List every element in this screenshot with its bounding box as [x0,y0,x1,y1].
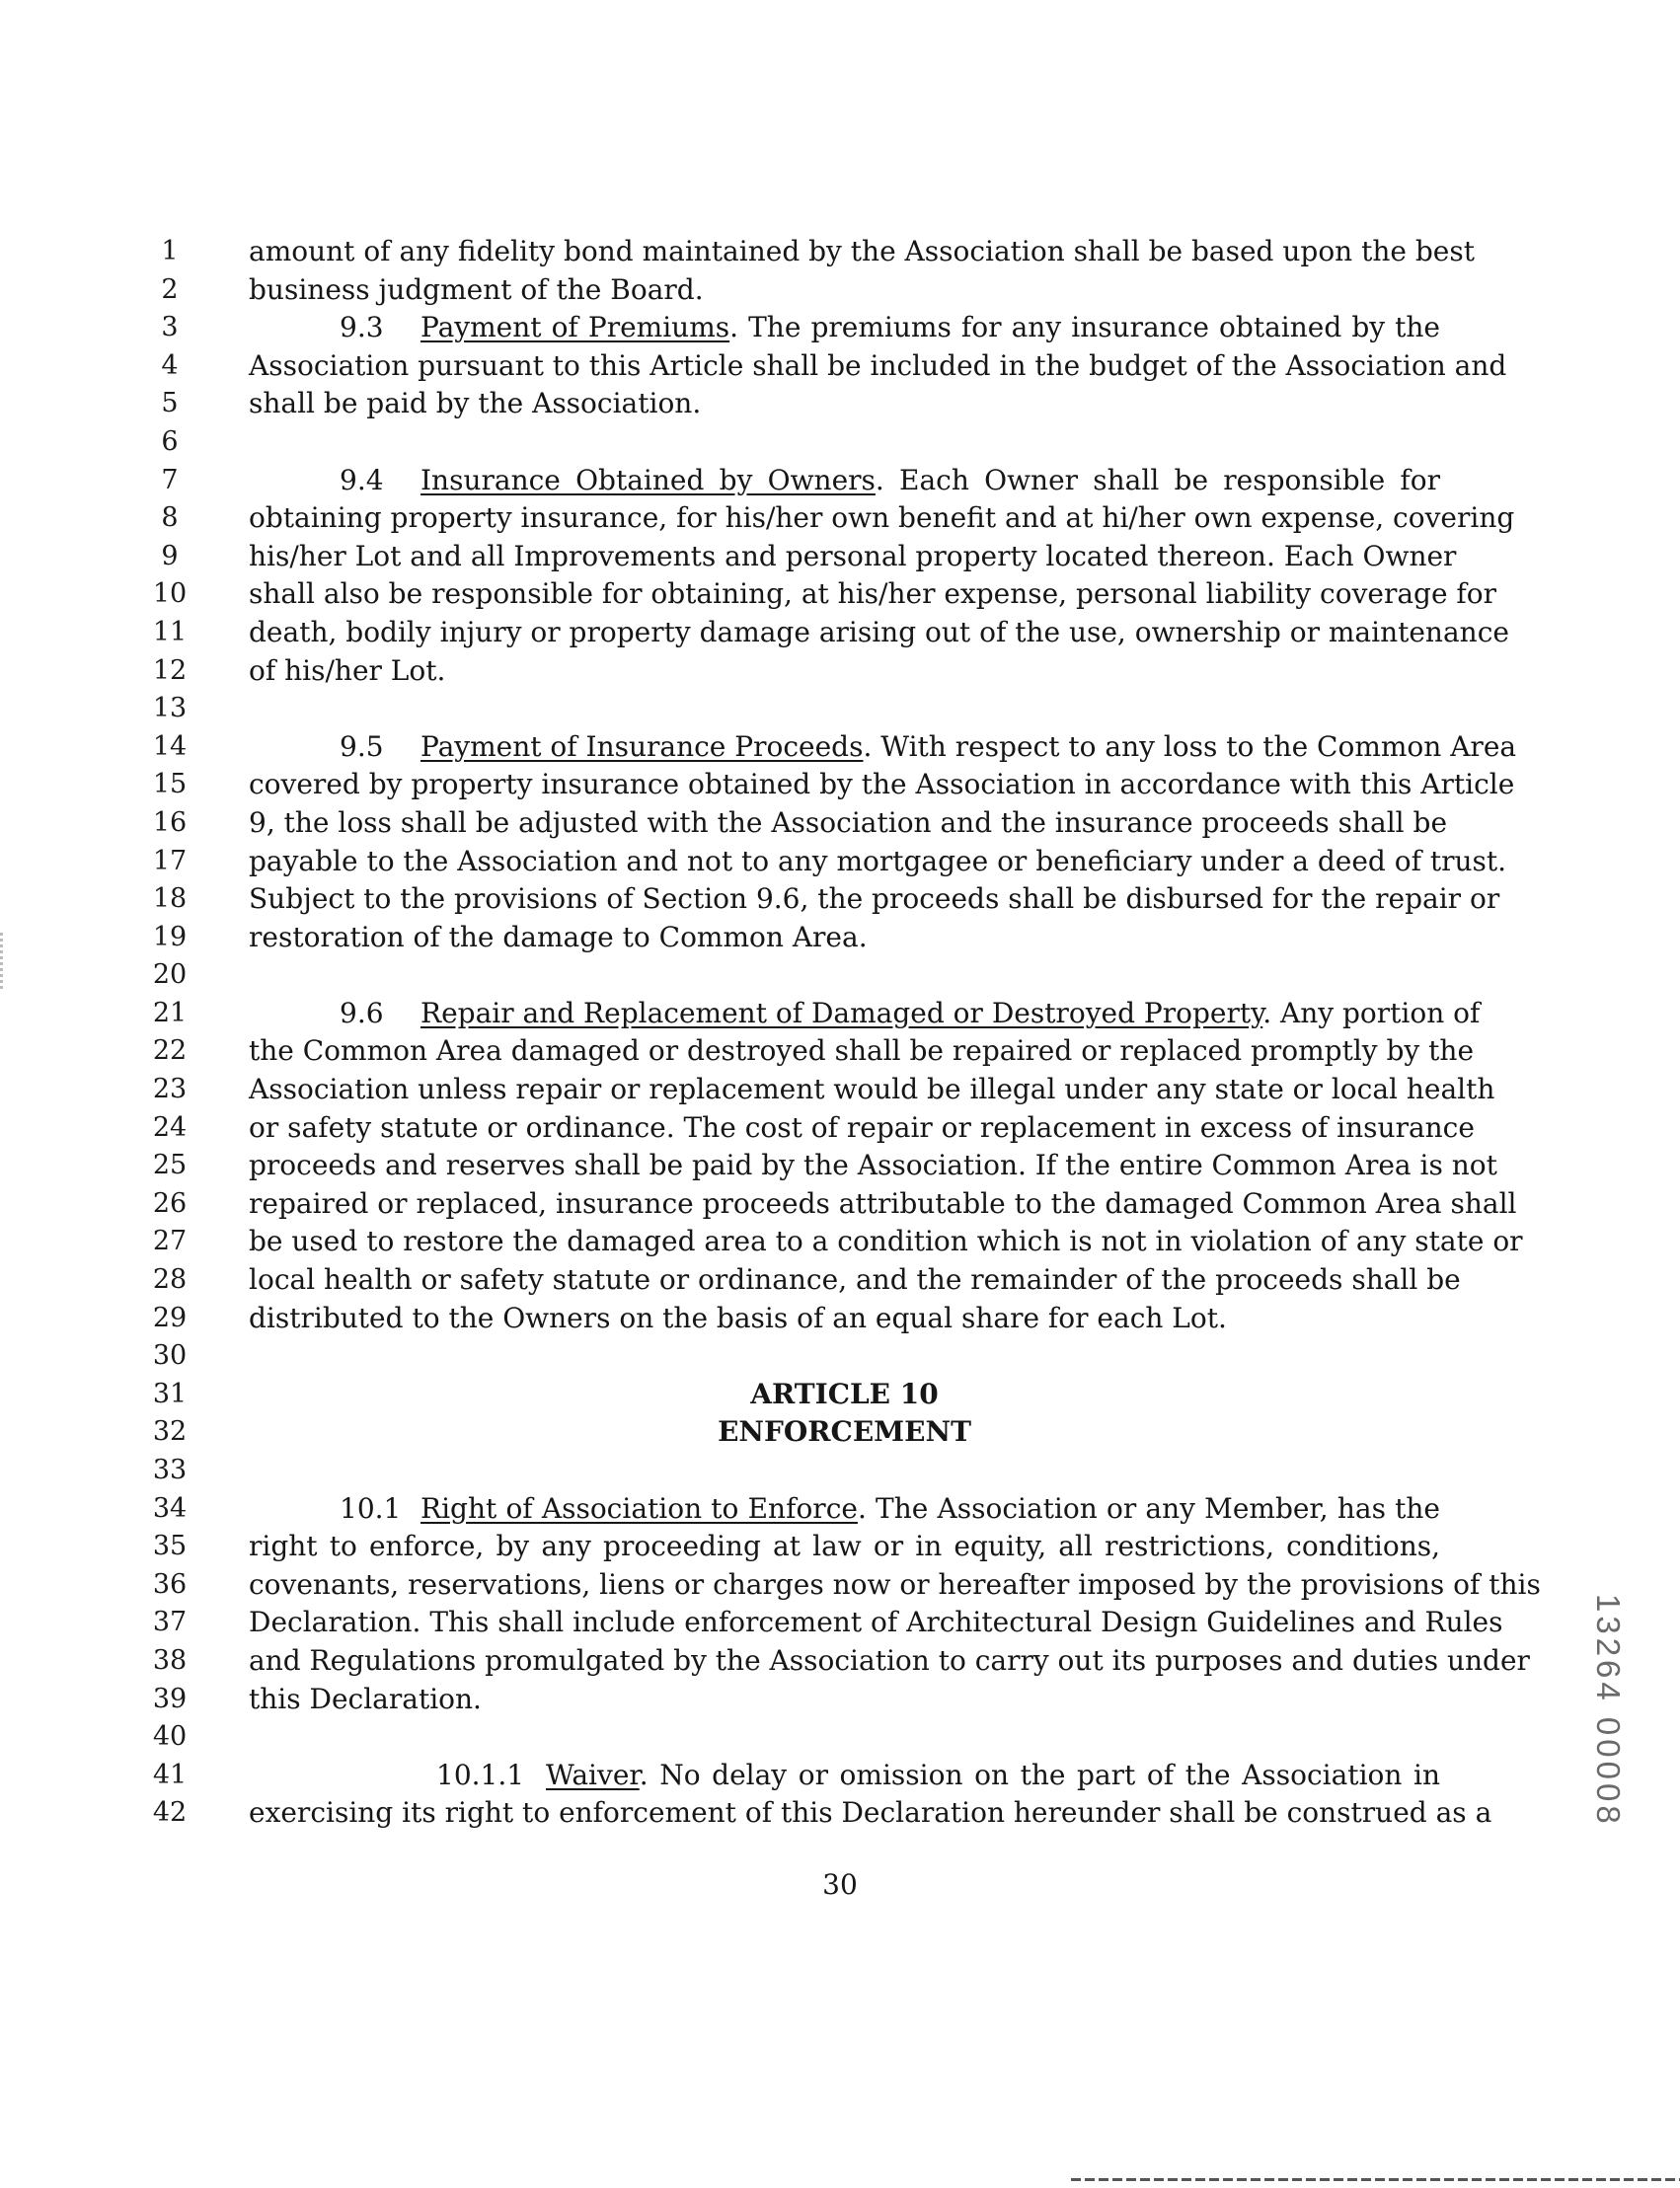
line-number: 33 [152,1455,188,1485]
line-number: 35 [152,1531,188,1562]
section-9-5-line [249,728,1517,767]
line-number: 14 [152,730,188,762]
line-number: 40 [152,1721,188,1753]
section-9-4-line [249,462,1440,500]
text-line: exercising its right to enforcement of this Declaration hereunder shall be construed as a [249,1796,1492,1830]
line-number: 32 [152,1416,188,1448]
line-number: 6 [161,425,179,457]
section-heading: Payment of Premiums [420,311,730,344]
text-line: the Common Area damaged or destroyed shall be repaired or replaced promptly by the [249,1034,1475,1068]
text-run: . No delay or omission on the part of the Association in [639,1758,1440,1791]
text-run: . Each Owner shall be responsible for [875,463,1441,496]
document-body [249,233,1541,1833]
text-line: Association pursuant to this Article shall be included in the budget of the Association and [249,348,1507,382]
line-number: 10 [152,578,188,610]
text-line: amount of any fidelity bond maintained by the Association shall be based upon the best [249,235,1475,267]
scan-edge-line [1071,2178,1680,2181]
section-9-6-line [249,995,1481,1033]
text-line: repaired or replaced, insurance proceeds attributable to the damaged Common Area shall [249,1186,1517,1220]
text-line: or safety statute or ordinance. The cost of repair or replacement in excess of insurance [249,1110,1475,1144]
line-number: 9 [161,540,179,571]
text-line: Subject to the provisions of Section 9.6, the proceeds shall be disbursed for the repair or [249,882,1500,916]
text-line: proceeds and reserves shall be paid by the Association. If the entire Common Area is not [249,1149,1497,1182]
line-number: 13 [152,693,188,724]
line-number: 39 [152,1683,188,1714]
line-number: 38 [152,1644,188,1676]
text-run: . The premiums for any insurance obtained by the [729,311,1440,344]
section-heading: Insurance Obtained by Owners [420,463,876,496]
text-line: business judgment of the Board. [249,272,704,306]
page-number: 30 [822,1868,858,1901]
text-run: . Any portion of [1262,996,1481,1029]
section-number: 9.3 [340,311,384,344]
text-run: . The Association or any Member, has the [857,1491,1440,1525]
line-number: 30 [152,1340,188,1372]
text-line: 9, the loss shall be adjusted with the Association and the insurance proceeds shall be [249,805,1448,839]
line-number: 22 [152,1035,188,1067]
line-number: 18 [152,883,188,915]
line-number: 42 [152,1797,188,1829]
line-number-column [148,233,191,1833]
blank-line [249,423,1440,462]
line-number: 31 [152,1378,188,1409]
section-number: 9.4 [340,463,384,496]
line-number: 24 [152,1111,188,1143]
blank-line [249,956,1440,995]
section-number: 10.1 [340,1491,402,1525]
text-run: . With respect to any loss to the Common Area [863,729,1517,763]
text-line: shall be paid by the Association. [249,387,702,420]
line-number: 12 [152,654,188,686]
line-number: 23 [152,1074,188,1105]
section-number: 9.6 [340,996,384,1029]
text-line: shall also be responsible for obtaining, at his/her expense, personal liability coverage for [249,577,1497,611]
line-number: 28 [152,1264,188,1296]
text-line: restoration of the damage to Common Area. [249,920,868,953]
text-line: death, bodily injury or property damage arising out of the use, ownership or maintenance [249,615,1509,648]
line-number: 1 [161,236,179,266]
text-line: local health or safety statute or ordinance, and the remainder of the proceeds shall be [249,1263,1461,1297]
text-line: of his/her Lot. [249,653,446,687]
blank-line [249,1718,1440,1757]
text-line: and Regulations promulgated by the Association to carry out its purposes and duties under [249,1643,1530,1677]
line-number: 19 [152,921,188,952]
text-line: distributed to the Owners on the basis of an equal share for each Lot. [249,1301,1227,1334]
text-line: covered by property insurance obtained by the Association in accordance with this Article [249,768,1515,801]
line-number: 41 [152,1759,188,1790]
text-line: his/her Lot and all Improvements and personal property located thereon. Each Owner [249,539,1457,572]
article-title: ARTICLE 10 [750,1377,939,1410]
section-number: 9.5 [340,729,384,763]
article-name: ENFORCEMENT [718,1415,971,1449]
section-10-1-1-line [249,1757,1440,1795]
line-number: 27 [152,1226,188,1257]
line-number: 8 [161,502,179,534]
section-10-1-line [249,1490,1440,1529]
blank-line [249,690,1440,728]
section-heading: Repair and Replacement of Damaged or Destroyed Property [420,996,1263,1029]
text-line: Association unless repair or replacement would be illegal under any state or local health [249,1073,1495,1106]
line-number: 3 [161,312,179,343]
line-number: 29 [152,1302,188,1333]
text-line: this Declaration. [249,1682,482,1715]
scan-edge-mark [0,933,3,992]
document-id-stamp: 13264 00008 [1590,1594,1627,1828]
section-heading: Waiver [546,1758,640,1791]
line-number: 4 [161,349,179,381]
line-number: 20 [152,959,188,991]
line-number: 15 [152,769,188,800]
blank-line [249,1337,1440,1376]
line-number: 5 [161,388,179,419]
section-heading: Payment of Insurance Proceeds [420,729,864,763]
line-number: 7 [161,464,179,495]
line-number: 2 [161,273,179,305]
line-number: 11 [152,616,188,647]
line-number: 37 [152,1607,188,1638]
text-line: Declaration. This shall include enforcement of Architectural Design Guidelines and Rules [249,1606,1503,1639]
line-number: 25 [152,1150,188,1181]
section-number: 10.1.1 [436,1758,525,1791]
line-number: 34 [152,1492,188,1524]
text-line: be used to restore the damaged area to a condition which is not in violation of any state or [249,1225,1523,1258]
text-line: covenants, reservations, liens or charges now or hereafter imposed by the provisions of this [249,1567,1541,1601]
blank-line [249,1452,1440,1490]
line-number: 16 [152,806,188,838]
line-number: 21 [152,997,188,1028]
text-line: obtaining property insurance, for his/her own benefit and at hi/her own expense, covering [249,501,1515,535]
line-number: 17 [152,845,188,876]
line-number: 26 [152,1187,188,1219]
text-line: right to enforce, by any proceeding at law or in equity, all restrictions, conditions, [249,1530,1440,1563]
line-number: 36 [152,1568,188,1600]
section-heading: Right of Association to Enforce [420,1491,858,1525]
text-line: payable to the Association and not to any mortgagee or beneficiary under a deed of trust. [249,844,1507,877]
section-9-3-line [249,309,1440,347]
